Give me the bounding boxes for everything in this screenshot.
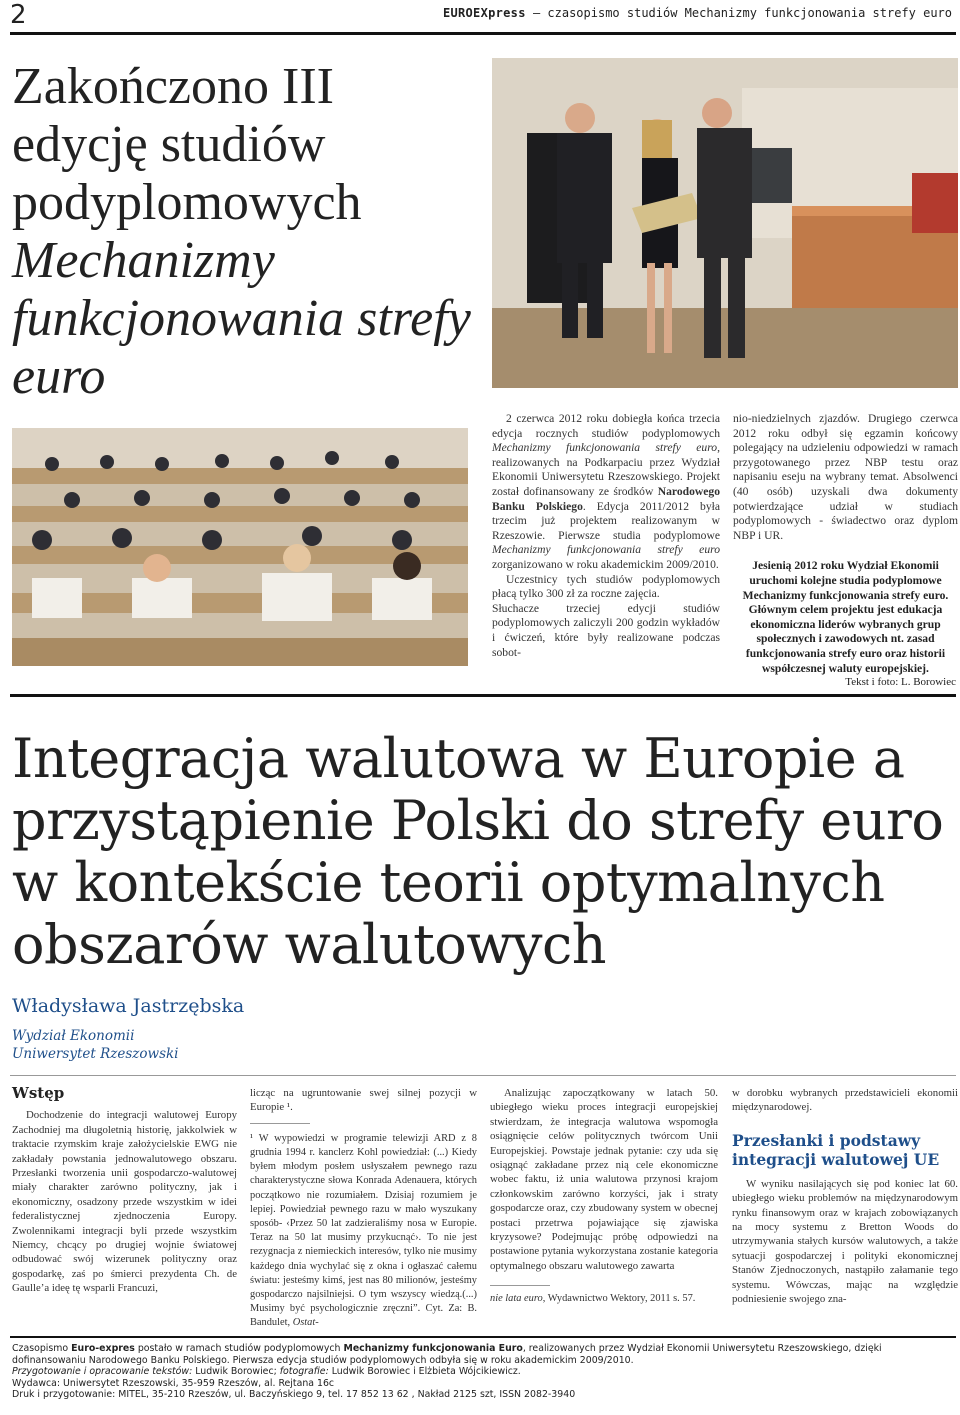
photo-meeting-illustration bbox=[492, 58, 958, 388]
photo-classroom bbox=[12, 428, 468, 666]
article2-author: Władysława Jastrzębska bbox=[12, 995, 245, 1017]
article2-rule bbox=[10, 1075, 956, 1076]
article1-title-regular: Zakończono III edycję studiów podyplomowych bbox=[12, 58, 362, 231]
photo-meeting bbox=[492, 58, 958, 388]
section-rule bbox=[10, 694, 956, 697]
article1-credit: Tekst i foto: L. Borowiec bbox=[845, 676, 956, 688]
imprint-footer bbox=[12, 1343, 958, 1401]
article1-paragraph-2: Uczestnicy tych studiów podyplomowych płacą tylko 300 zł za roczne zajęcia. bbox=[492, 572, 720, 601]
article1-announcement: Jesienią 2012 roku Wydział Ekonomii uruchomi kolejne studia podyplomowe Mechanizmy funkcjonowania strefy euro. Głównym celem projektu jest edukacja ekonomiczna liderów wybranych grup społecznych i zawodowych nt. zasad funkcjonowania strefy euro oraz historii współczesnej waluty europejskiej. bbox=[742, 559, 949, 675]
intro-paragraph-continued: licząc na ugruntowanie swej silnej pozycji w Europie ¹. bbox=[250, 1087, 477, 1114]
article1-column-2 bbox=[733, 412, 958, 676]
header-rule bbox=[10, 32, 956, 35]
footer-line-3: Wydawca: Uniwersytet Rzeszowski, 35-959 Rzeszów, al. Rejtana 16c bbox=[12, 1377, 335, 1389]
footer-line-1: Czasopismo Euro-expres postało w ramach studiów podyplomowych Mechanizmy funkcjonowania Euro, realizowanych przez Wydział Ekonomii Uniwersytetu Rzeszowskiego, dzięki dofinansowaniu Narodowego Banku Polskiego. Pierwsza edycja studiów podyplomowych odbyła się w roku akademickim 2009/2010. bbox=[12, 1343, 882, 1366]
footnote-1-continued: nie lata euro, Wydawnictwo Wektory, 2011 s. 57. bbox=[490, 1293, 696, 1305]
article2-column-1 bbox=[12, 1086, 237, 1296]
article1-column-1 bbox=[492, 412, 720, 660]
brand-name: EUROEXpress bbox=[442, 6, 526, 20]
section-paragraph: W wyniku nasilających się pod koniec lat 60. ubiegłego wieku problemów na międzynarodowym rynku finansowym oraz w krajach zobowiązanych na mocy systemu z Bretton Woods do utrzymywania stałych kursów walutowych, a także sytuacji gospodarczej i polityki ekonomicznej Stanów Zjednoczonych, nastąpiło załamanie tego systemu. Wówczas, mając na względzie podniesienie swojego zna- bbox=[732, 1177, 958, 1306]
article2-affiliation-university: Uniwersytet Rzeszowski bbox=[12, 1046, 179, 1062]
article2-title: Integracja walutowa w Europie a przystąpienie Polski do strefy euro w kontekście teorii optymalnych obszarów walutowych bbox=[12, 727, 944, 976]
article1-title bbox=[12, 58, 482, 406]
article1-paragraph-3: Słuchacze trzeciej edycji studiów podyplomowych zaliczyli 200 godzin wykładów i ćwiczeń, które były realizowane podczas sobot- bbox=[492, 601, 720, 659]
footer-line-2: Przygotowanie i opracowanie tekstów: Ludwik Borowiec; fotografie: Ludwik Borowiec i Elżbieta Wójcikiewicz. bbox=[12, 1366, 521, 1378]
analysis-paragraph-continued: w dorobku wybranych przedstawicieli ekonomii międzynarodowej. bbox=[732, 1087, 958, 1114]
running-title: – czasopismo studiów Mechanizmy funkcjonowania strefy euro bbox=[525, 6, 952, 20]
footnote-rule-2 bbox=[490, 1285, 550, 1286]
article2-column-2 bbox=[250, 1086, 477, 1331]
heading-intro: Wstęp bbox=[12, 1084, 65, 1102]
article1-paragraph-1: 2 czerwca 2012 roku dobiegła końca trzecia edycja rocznych studiów podyplomowych Mechanizmy funkcjonowania strefy euro, realizowanych na Podkarpaciu przez Wydział Ekonomii Uniwersytetu Rzeszowskiego. Projekt został dofinansowany ze środków Narodowego Banku Polskiego. Edycja 2011/2012 była trzecim już projektem realizowanym w Rzeszowie. Pierwsze studia podyplomowe Mechanizmy funkcjonowania strefy euro zorganizowano w roku akademickim 2009/2010. bbox=[492, 412, 720, 571]
photo-classroom-illustration bbox=[12, 428, 468, 666]
footer-line-4: Druk i przygotowanie: MITEL, 35-210 Rzeszów, ul. Baczyńskiego 9, tel. 17 852 13 62 , Nakład 2125 szt, ISSN 2082-3940 bbox=[12, 1389, 576, 1401]
running-head bbox=[443, 6, 952, 20]
page-number: 2 bbox=[10, 0, 27, 30]
analysis-paragraph: Analizując zapoczątkowany w latach 50. ubiegłego wieku proces integracji europejskiej stwierdzam, że integracja walutowa wspomogła osiągnięcie celów politycznych twórcom Unii Europejskiej. Powstaje jednak pytanie: czy uda się osiągnąć zakładane przez nią cele ekonomiczne wobec faktu, iż unia walutowa przynosi krajom członkowskim zarówno korzyści, jak i straty gospodarcze oraz, czy zbudowany system w obecnej postaci przetrwa pojawiające się zjawiska kryzysowe? Podejmując próbę odpowiedzi na postawione pytania wykorzystana zostanie kategoria optymalnego obszaru walutowego zawarta bbox=[490, 1087, 718, 1272]
article2-affiliation-faculty: Wydział Ekonomii bbox=[12, 1028, 135, 1044]
article2-column-4 bbox=[732, 1086, 958, 1306]
heading-section: Przesłanki i podstawy integracji walutowej UE bbox=[732, 1130, 940, 1169]
article1-title-italic: Mechanizmy funkcjonowania strefy euro bbox=[12, 232, 471, 405]
intro-paragraph: Dochodzenie do integracji walutowej Europy Zachodniej ma długoletnią historię, jakkolwiek w traktacie rzymskim kraje założycielskie EWG nie zakładały powstania jednowalutowego obszaru. Przesłanki tworzenia unii gospodarczo-walutowej miały charakter zarówno polityczny, jak i ekonomiczny, osadzony przede wszystkim w idei federalistycznej zjednoczenia Europy. Zwolennikami integracji byli przede wszystkim Niemcy, chcący po drugiej wojnie światowej odbudować swój wizerunek polityczny oraz gospodarkę, zaś po śmierci prezydenta Ch. de Gaulle’a ideę tę wsparli Francuzi, bbox=[12, 1109, 237, 1295]
article1-paragraph-4: nio-niedzielnych zjazdów. Drugiego czerwca 2012 roku odbył się egzamin końcowy polegający na udzieleniu odpowiedzi w ramach przygotowanego przez NBP testu oraz napisaniu eseju na wybrany temat. Absolwenci (40 osób) uzyskali dwa dokumenty potwierdzające udział w studiach podyplomowych - świadectwo oraz dyplom NBP i UR. bbox=[733, 412, 958, 542]
footnote-1: ¹ W wypowiedzi w programie telewizji ARD z 8 grudnia 1994 r. kanclerz Kohl powiedział: (...) Kiedy byłem młodym posłem usłyszałem pewnego razu charakterystyczne słowa Konrada Adenauera, których początkowo nie rozumiałem. Dzisiaj rozumiem je lepiej. Powiedział pewnego razu w mało wyszukany sposób- ‹Przez 50 lat zadzieraliśmy nosa w Europie. Teraz na 50 lat musimy przykucnąć›. To nie jest rezygnacja z niemieckich interesów, tylko nie musimy każdego dnia wychylać się z okna i ogłaszać całemu światu: jesteśmy kimś, jest nas 80 milionów, jesteśmy gospodarczo najsilniejsi. O tym wszyscy wiedzą.(...) Musimy być psychologicznie zręczni”. Cyt. Za: B. Bandulet, Ostat- bbox=[250, 1132, 477, 1329]
footnote-rule bbox=[250, 1123, 310, 1124]
article2-column-3 bbox=[490, 1086, 718, 1306]
footer-rule bbox=[10, 1336, 956, 1338]
